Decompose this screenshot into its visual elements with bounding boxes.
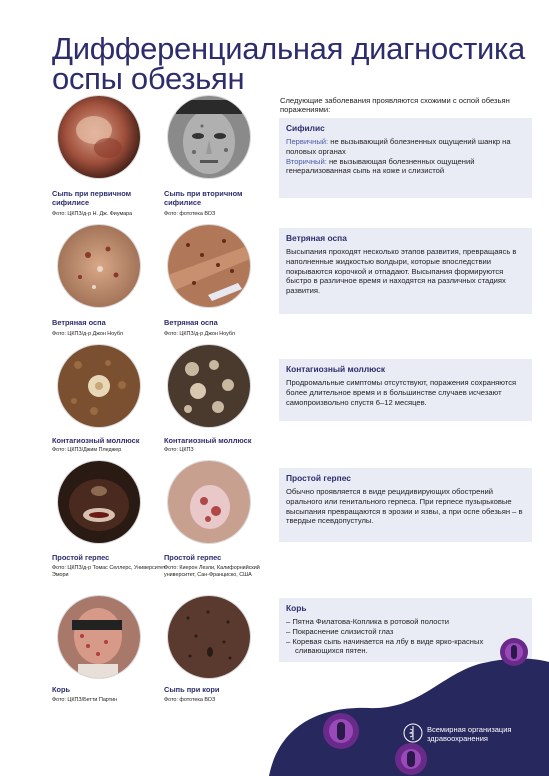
virus-graphic-1 [323,713,359,749]
intro-text: Следующие заболевания проявляются схожими с оспой обезьян поражениями: [280,96,510,115]
virus-graphic-2 [500,638,528,666]
primary-text: не вызывающий болезненных ощущений шанкр на половых органах [286,137,511,156]
photo-credit: Фото: ЦКПЗ/д-р Джон Ноубл [164,331,235,337]
chickenpox-text: Высыпания проходят несколько этапов развития, превращаясь в наполненные жидкостью волдыри, которые впоследствии покрываются корочкой и отпадают. Высыпания формируются быстро в различное время и находятся на различных стадиях развития. [286,247,517,296]
photo-herpes-1 [58,461,140,543]
herpes-title: Простой герпес [286,473,351,483]
photo-credit: Фото: Киерон Лезли, Калифорнийский университет, Сан-Франциско, США [164,565,260,578]
virus-graphic-3 [395,743,427,775]
list-item: – Покраснение слизистой глаз [286,626,394,636]
photo-primary-syphilis [58,96,140,178]
photo-molluscum-1 [58,345,140,427]
photo-chickenpox-1 [58,225,140,307]
chickenpox-box [279,228,532,314]
photo-secondary-syphilis [168,96,250,178]
photo-credit: Фото: ЦКПЗ/Бетти Партин [52,697,118,703]
photo-credit: Фото: ЦКПЗ/д-р Джон Ноубл [52,331,123,337]
photo-chickenpox-2 [168,225,250,307]
photo-credit: Фото: ЦКПЗ/д-р Н. Дж. Фиумара [52,211,133,217]
photo-caption: Сыпь при вторичном сифилисе [164,189,243,207]
photo-caption: Ветряная оспа [52,318,106,327]
measles-title: Корь [286,603,307,613]
who-name: Всемирная организация здравоохранения [427,725,512,743]
photo-caption: Сыпь при кори [164,685,220,694]
who-logo-block [403,723,533,747]
molluscum-title: Контагиозный моллюск [286,364,386,374]
herpes-text: Обычно проявляется в виде рецидивирующих обострений орального или генитального герпеса. При герпесе пузырьковые высыпания превращаются в эрозии и язвы, а при оспе обезьян – в твердые псевдопустулы. [286,487,523,526]
syphilis-box [279,118,532,198]
photo-credit: Фото: ЦКПЗ [164,447,194,453]
decorative-wave [249,616,549,776]
photo-credit: Фото: фототека ВОЗ [164,697,216,703]
photo-credit: Фото: фототека ВОЗ [164,211,216,217]
herpes-box [279,468,532,542]
who-emblem-icon [403,723,423,743]
secondary-label: Вторичный: [286,156,327,166]
photo-caption: Корь [52,685,71,694]
photo-caption: Сыпь при первичном сифилисе [52,189,132,207]
photo-caption: Контагиозный моллюск [52,436,140,445]
photo-molluscum-2 [168,345,250,427]
photo-caption: Простой герпес [164,553,222,562]
photo-credit: Фото: ЦКПЗ/д-р Томас Селлерс, Университет Эмори [52,565,166,578]
photo-caption: Ветряная оспа [164,318,218,327]
photo-caption: Контагиозный моллюск [164,436,252,445]
chickenpox-title: Ветряная оспа [286,233,347,243]
list-item: – Пятна Филатова-Коплика в ротовой полости [286,617,449,626]
molluscum-box [279,359,532,421]
syphilis-primary [286,137,524,157]
primary-label: Первичный: [286,137,329,146]
list-item: – Коревая сыпь начинается на лбу в виде ярко-красных сливающихся пятен. [286,636,484,656]
photo-measles-rash [168,596,250,678]
molluscum-text: Продромальные симптомы отсутствуют, поражения сохраняются более длительное время и в большинстве случаев исчезают самопроизвольно спустя 6–12 месяцев. [286,378,517,407]
photo-credit: Фото: ЦКПЗ/Джим Пледжер [52,447,122,453]
photo-caption: Простой герпес [52,553,110,562]
page-title: Дифференциальная диагностика оспы обезьян [52,31,525,96]
photo-herpes-2 [168,461,250,543]
syphilis-secondary [286,157,524,177]
syphilis-title: Сифилис [286,123,325,133]
secondary-text: не вызывающая болезненных ощущений генерализованная сыпь на коже и слизистой [286,156,475,176]
photo-measles [58,596,140,678]
